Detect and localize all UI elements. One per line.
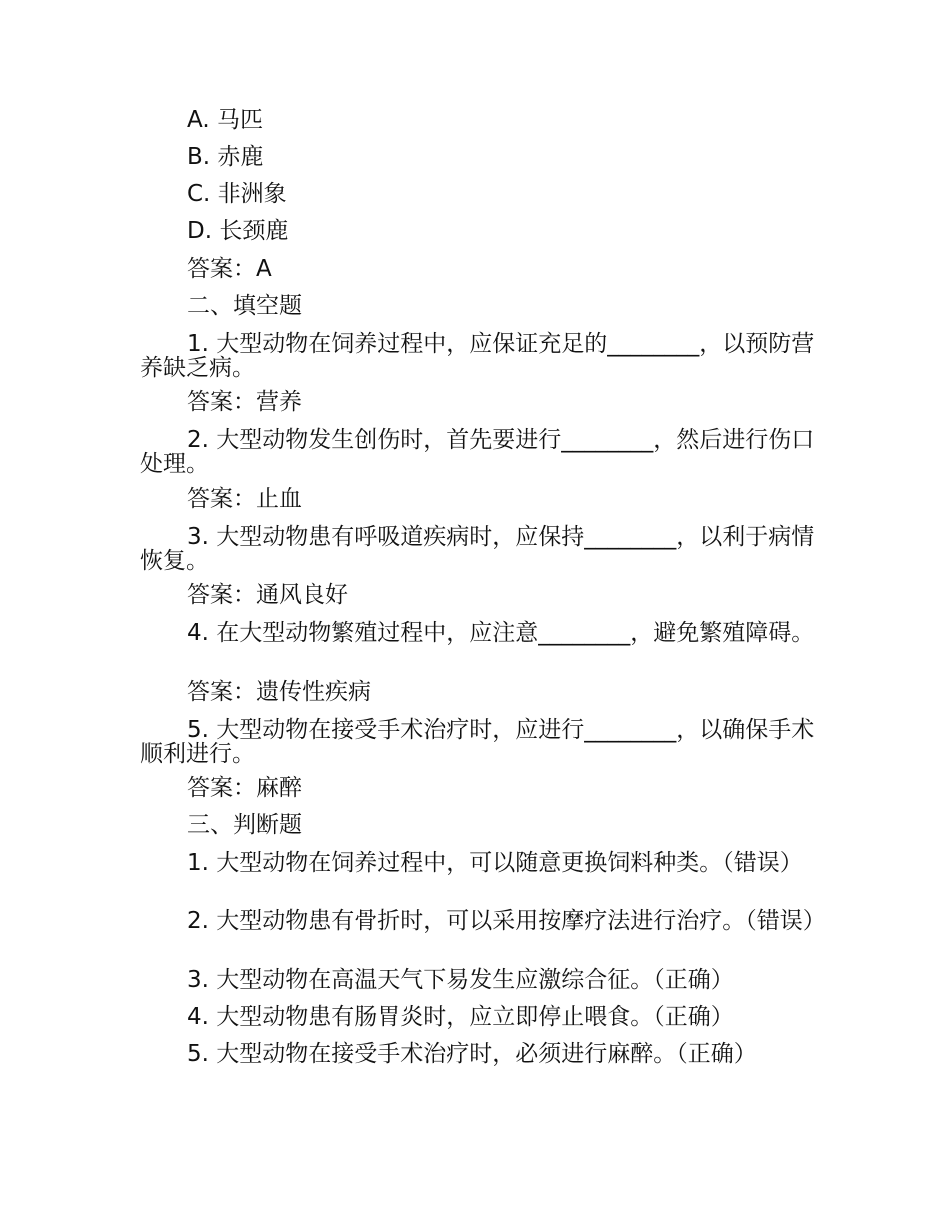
fill-answer-1: 答案：营养 — [187, 389, 302, 415]
option-d: D. 长颈鹿 — [187, 218, 289, 244]
section-judge-heading: 三、判断题 — [187, 812, 302, 838]
fill-question-4: 4. 在大型动物繁殖过程中，应注意________，避免繁殖障碍。 — [187, 620, 815, 646]
fill-question-5: 5. 大型动物在接受手术治疗时，应进行________，以确保手术顺利进行。 — [140, 717, 815, 767]
fill-answer-2: 答案：止血 — [187, 486, 302, 512]
judge-item-1: 1. 大型动物在饲养过程中，可以随意更换饲料种类。（错误） — [187, 850, 803, 876]
fill-answer-5: 答案：麻醉 — [187, 775, 302, 801]
judge-item-4: 4. 大型动物患有肠胃炎时，应立即停止喂食。（正确） — [187, 1004, 734, 1030]
fill-answer-3: 答案：通风良好 — [187, 582, 348, 608]
option-a: A. 马匹 — [187, 107, 263, 133]
fill-question-3: 3. 大型动物患有呼吸道疾病时，应保持________，以利于病情恢复。 — [140, 524, 815, 574]
option-c: C. 非洲象 — [187, 181, 287, 207]
fill-question-1: 1. 大型动物在饲养过程中，应保证充足的________，以预防营养缺乏病。 — [140, 331, 815, 381]
choice-answer: 答案：A — [187, 256, 272, 282]
section-fill-heading: 二、填空题 — [187, 293, 302, 319]
option-b: B. 赤鹿 — [187, 144, 264, 170]
judge-item-5: 5. 大型动物在接受手术治疗时，必须进行麻醉。（正确） — [187, 1041, 757, 1067]
fill-answer-4: 答案：遗传性疾病 — [187, 679, 371, 705]
judge-item-2: 2. 大型动物患有骨折时，可以采用按摩疗法进行治疗。（错误） — [187, 908, 826, 934]
fill-question-2: 2. 大型动物发生创伤时，首先要进行________，然后进行伤口处理。 — [140, 427, 815, 477]
judge-item-3: 3. 大型动物在高温天气下易发生应激综合征。（正确） — [187, 967, 734, 993]
